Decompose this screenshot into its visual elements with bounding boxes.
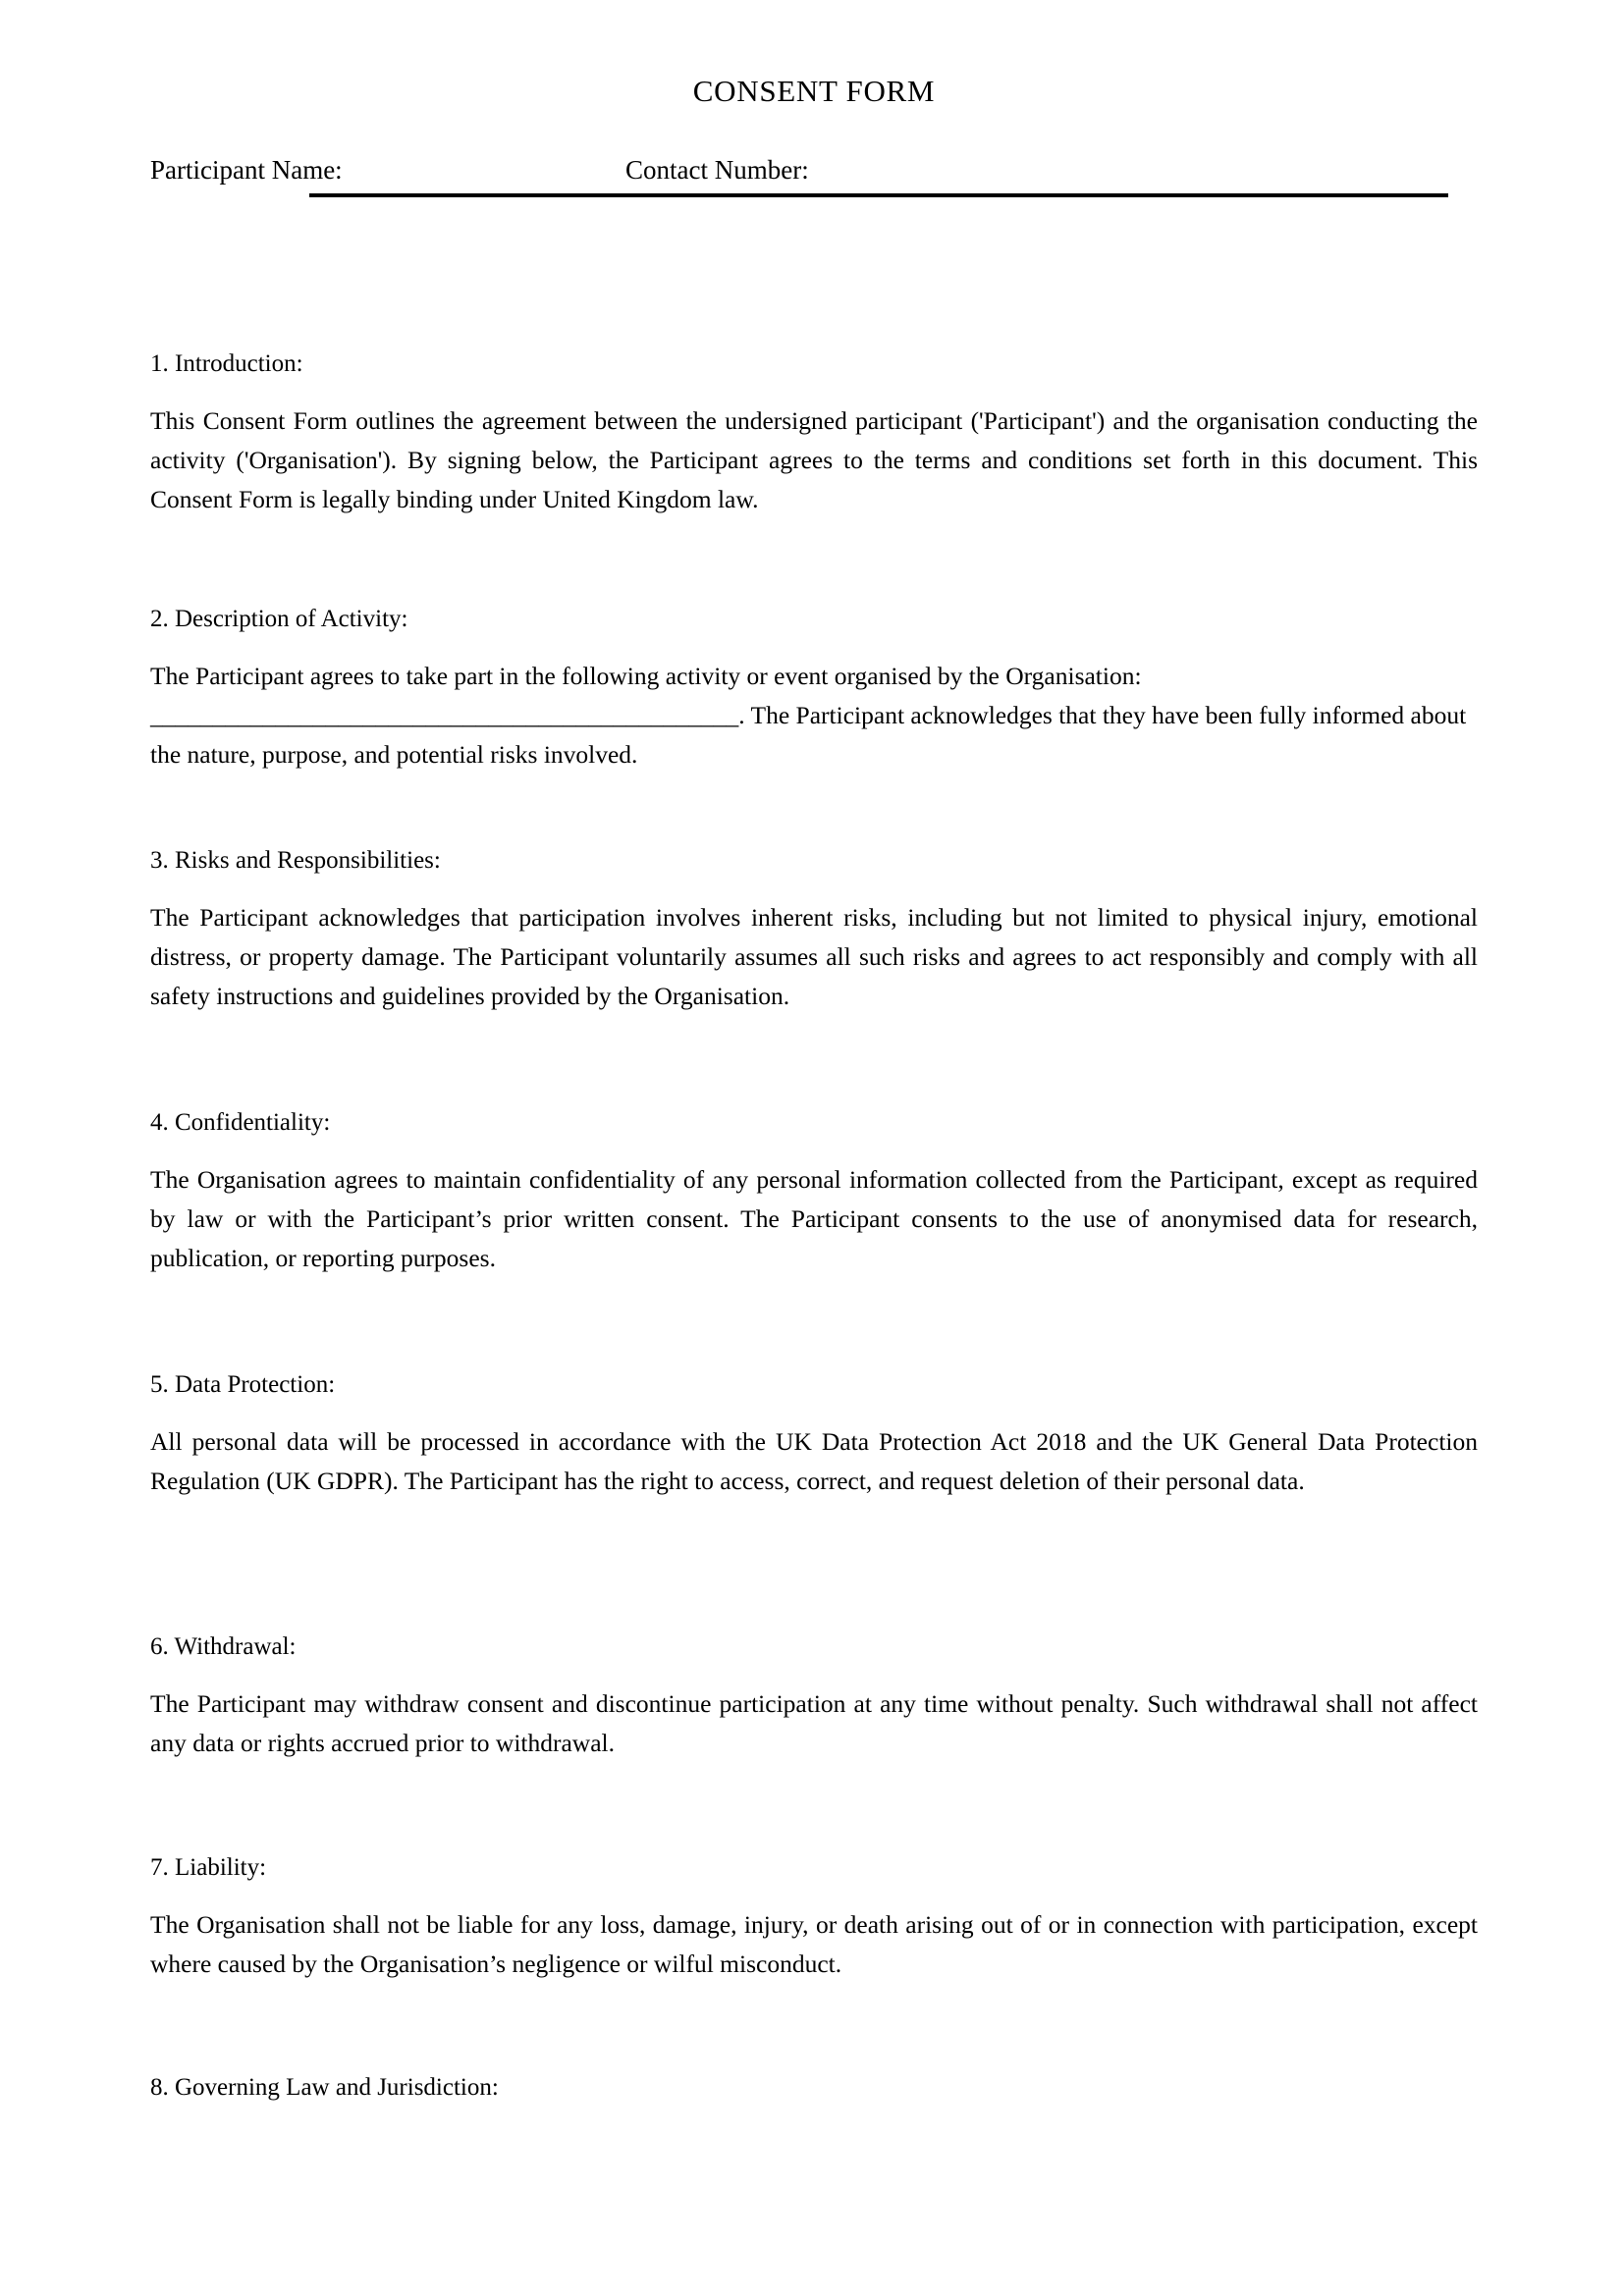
activity-outro-text: . The Participant acknowledges that they have been fully informed about the nature, purpose, and potential risks involved. — [150, 701, 1467, 769]
activity-intro-text: The Participant agrees to take part in the following activity or event organised by the Organisation: — [150, 662, 1142, 690]
section-introduction — [150, 346, 1478, 519]
activity-fill-in-blank[interactable]: _______________________________________________ — [150, 701, 739, 729]
section-heading: 2. Description of Activity: — [150, 606, 408, 632]
section-data-protection — [150, 1366, 1478, 1501]
section-heading: 5. Data Protection: — [150, 1371, 336, 1398]
section-confidentiality — [150, 1104, 1478, 1278]
participant-name-label: Participant Name: — [150, 155, 343, 185]
section-body: The Organisation shall not be liable for any loss, damage, injury, or death arising out of or in connection with participation, except where caused by the Organisation’s negligence or wilful misconduct. — [150, 1910, 1478, 1978]
section-liability — [150, 1849, 1478, 1984]
section-heading: 6. Withdrawal: — [150, 1633, 297, 1660]
section-heading: 7. Liability: — [150, 1854, 267, 1881]
header-fields-underline[interactable] — [309, 193, 1448, 197]
section-heading: 1. Introduction: — [150, 350, 303, 377]
section-heading: 4. Confidentiality: — [150, 1109, 331, 1136]
section-body: The Organisation agrees to maintain confidentiality of any personal information collected from the Participant, except as required by law or with the Participant’s prior written consent. The Participant consents to the use of anonymised data for research, publication, or reporting purposes. — [150, 1165, 1478, 1272]
section-body: The Participant may withdraw consent and discontinue participation at any time without penalty. Such withdrawal shall not affect any data or rights accrued prior to withdrawal. — [150, 1689, 1478, 1757]
section-body: This Consent Form outlines the agreement between the undersigned participant ('Participant') and the organisation conducting the activity ('Organisation'). By signing below, the Participant agrees to the terms and conditions set forth in this document. This Consent Form is legally binding under United Kingdom law. — [150, 406, 1478, 513]
section-heading: 8. Governing Law and Jurisdiction: — [150, 2074, 499, 2101]
document-content — [150, 0, 1478, 2296]
section-withdrawal — [150, 1629, 1478, 1763]
section-description-of-activity — [150, 601, 1478, 774]
section-heading: 3. Risks and Responsibilities: — [150, 847, 441, 874]
section-body: All personal data will be processed in accordance with the UK Data Protection Act 2018 and the UK General Data Protection Regulation (UK GDPR). The Participant has the right to access, correct, and request deletion of their personal data. — [150, 1427, 1478, 1495]
section-governing-law-and-jurisdiction — [150, 2069, 1478, 2125]
section-body — [150, 657, 1478, 774]
header-field-row — [150, 152, 1478, 201]
page-title: CONSENT FORM — [692, 74, 936, 108]
contact-number-label: Contact Number: — [625, 155, 809, 185]
section-body: The Participant acknowledges that participation involves inherent risks, including but not limited to physical injury, emotional distress, or property damage. The Participant voluntarily assumes all such risks and agrees to act responsibly and comply with all safety instructions and guidelines provided by the Organisation. — [150, 903, 1478, 1010]
section-risks-and-responsibilities — [150, 842, 1478, 1016]
